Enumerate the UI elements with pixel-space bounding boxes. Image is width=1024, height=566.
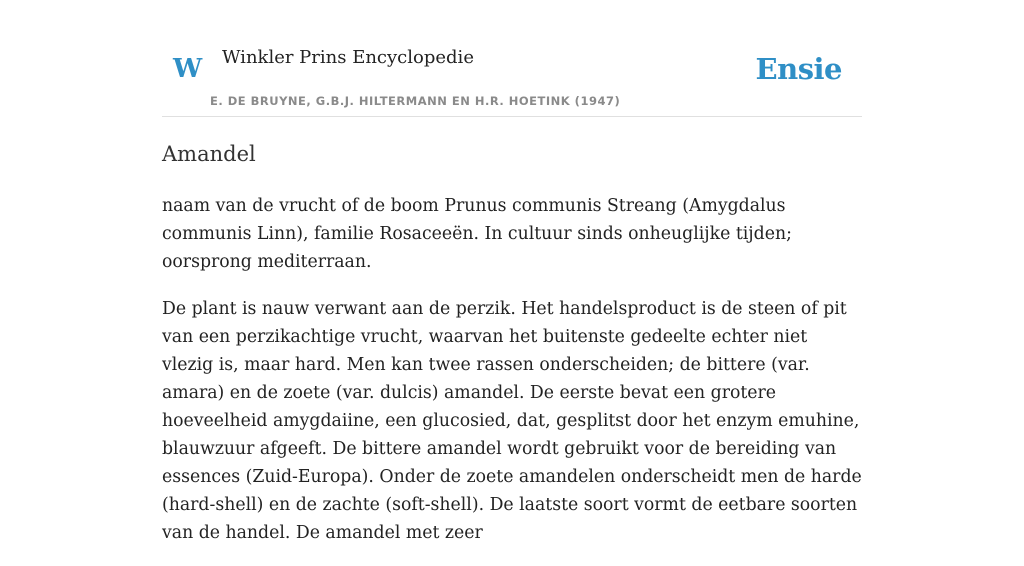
site-header [162,0,862,117]
w-logo-icon[interactable]: W [173,54,203,84]
article-title: Amandel [162,142,256,166]
brand-logo[interactable]: Ensie [755,52,842,86]
authors-line: E. DE BRUYNE, G.B.J. HILTERMANN EN H.R. HOETINK (1947) [210,94,621,108]
article-paragraph: De plant is nauw verwant aan de perzik. Het handelsproduct is de steen of pit van een perzikachtige vrucht, waarvan het buitenste gedeelte echter niet vlezig is, maar hard. Men kan twee rassen onderscheiden; de bittere (var. amara) en de zoete (var. dulcis) amandel. De eerste bevat een grotere hoeveelheid amygdaiine, een glucosied, dat, gesplitst door het enzym emuhine, blauwzuur afgeeft. De bittere amandel wordt gebruikt voor de bereiding van essences (Zuid-Europa). Onder de zoete amandelen onderscheidt men de harde (hard-shell) en de zachte (soft-shell). De laatste soort vormt de eetbare soorten van de handel. De amandel met zeer [162,299,862,543]
article-paragraph: naam van de vrucht of de boom Prunus communis Streang (Amygdalus communis Linn), familie Rosaceeën. In cultuur sinds onheuglijke tijden; oorsprong mediterraan. [162,196,792,272]
site-title[interactable]: Winkler Prins Encyclopedie [222,47,474,68]
article-body [162,192,862,566]
page [162,0,862,543]
